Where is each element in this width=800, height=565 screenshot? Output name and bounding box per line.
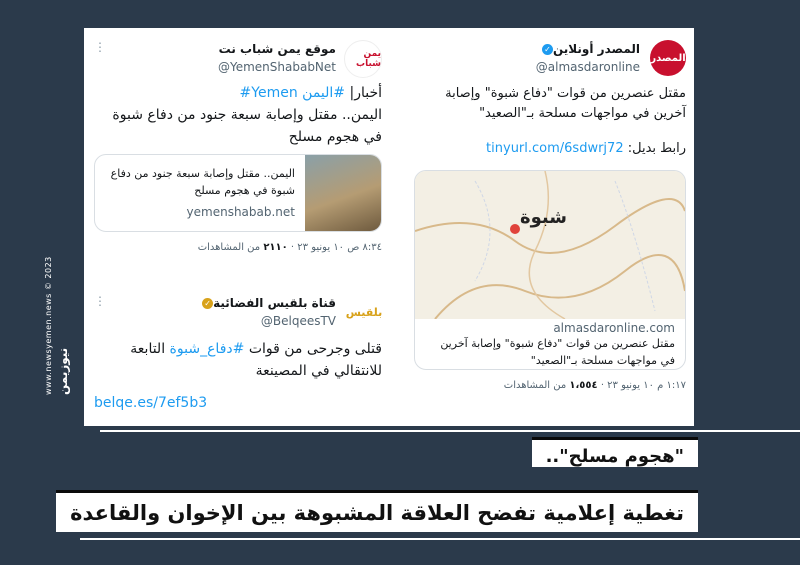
tweet-time[interactable]: ٨:٣٤ ص ١٠ يونيو ٢٣ ·: [290, 242, 382, 253]
news-prefix: أخبار|: [349, 85, 382, 101]
tweet-belqees[interactable]: [94, 294, 382, 414]
tweet-hashtags: [94, 82, 382, 104]
alt-link[interactable]: tinyurl.com/6sdwrj72: [486, 141, 624, 156]
link-card[interactable]: [414, 170, 686, 370]
hashtag-yemen-ar[interactable]: #اليمن: [302, 85, 346, 101]
account-handle[interactable]: @YemenShababNet: [217, 60, 336, 74]
tweet-header: [414, 40, 686, 86]
card-domain: yemenshabab.net: [186, 205, 295, 219]
tweet-text: قتلى وجرحى من قوات #دفاع_شبوة التابعة للانتقالي في المصينعة: [130, 341, 382, 379]
divider-line: [80, 538, 800, 540]
hashtag-difaa-shabwa[interactable]: #دفاع_شبوة: [169, 341, 245, 357]
map-pin-icon: [510, 224, 520, 234]
card-domain: almasdaronline.com: [553, 321, 675, 335]
caption-line-1: "هجوم مسلح"..: [532, 437, 698, 467]
verified-icon: ✓: [542, 44, 553, 55]
tweet-yemenshabab[interactable]: [94, 40, 382, 260]
tweet-link[interactable]: belqe.es/7ef5b3: [94, 395, 208, 411]
side-brand: [44, 255, 84, 395]
side-brand-url: www.newsyemen.news © 2023: [44, 256, 53, 395]
tweet-text: اليمن.. مقتل وإصابة سبعة جنود من دفاع شبوة في هجوم مسلح: [112, 107, 382, 145]
map-graphic: [415, 171, 685, 319]
tweets-panel: [84, 28, 694, 426]
caption-line-2: تغطية إعلامية تفضح العلاقة المشبوهة بين الإخوان والقاعدة: [56, 490, 698, 532]
more-icon[interactable]: ⋮: [94, 40, 106, 54]
card-title: مقتل عنصرين من قوات "دفاع شبوة" وإصابة آخرين في مواجهات مسلحة بـ"الصعيد": [440, 337, 675, 367]
divider-line: [100, 430, 800, 432]
tweet-time[interactable]: ١:١٧ م ١٠ يونيو ٢٣ ·: [600, 380, 686, 391]
card-thumbnail: [305, 155, 381, 231]
tweet-meta: [504, 380, 686, 391]
account-name[interactable]: موقع يمن شباب نت: [218, 42, 336, 56]
avatar[interactable]: يمن شباب: [344, 40, 382, 78]
alt-link-label: رابط بديل:: [627, 141, 686, 156]
hashtag-yemen-en[interactable]: #Yemen: [239, 85, 298, 101]
tweet-almasdar[interactable]: [414, 40, 686, 410]
side-brand-logo: نيوزيمن: [56, 347, 70, 395]
account-handle[interactable]: @BelqeesTV: [260, 314, 336, 328]
more-icon[interactable]: ⋮: [94, 294, 106, 308]
tweet-text: مقتل عنصرين من قوات "دفاع شبوة" وإصابة آخرين في مواجهات مسلحة بـ"الصعيد": [445, 86, 686, 121]
views-label: من المشاهدات: [503, 380, 567, 391]
views-label: من المشاهدات: [197, 242, 261, 253]
avatar[interactable]: بلقيس: [346, 294, 382, 330]
alt-link-row: [414, 138, 686, 160]
tweet-meta: [198, 242, 382, 253]
view-count: ١،٥٥٤: [569, 380, 598, 391]
account-handle[interactable]: @almasdaronline: [535, 60, 640, 74]
card-title: اليمن.. مقتل وإصابة سبعة جنود من دفاع شبوة في هجوم مسلح: [110, 167, 295, 197]
link-card[interactable]: [94, 154, 382, 232]
avatar[interactable]: المصدر: [650, 40, 686, 76]
view-count: ٢١١٠: [263, 242, 288, 253]
account-name[interactable]: قناة بلقيس الفضائية✓: [198, 296, 336, 310]
account-name[interactable]: المصدر أونلاين✓: [538, 42, 640, 56]
gold-badge-icon: ✓: [202, 298, 213, 309]
map-region-label: شبوة: [520, 207, 567, 228]
tweet-header: [94, 294, 382, 340]
map-thumbnail: [415, 171, 685, 319]
tweet-header: [94, 40, 382, 86]
